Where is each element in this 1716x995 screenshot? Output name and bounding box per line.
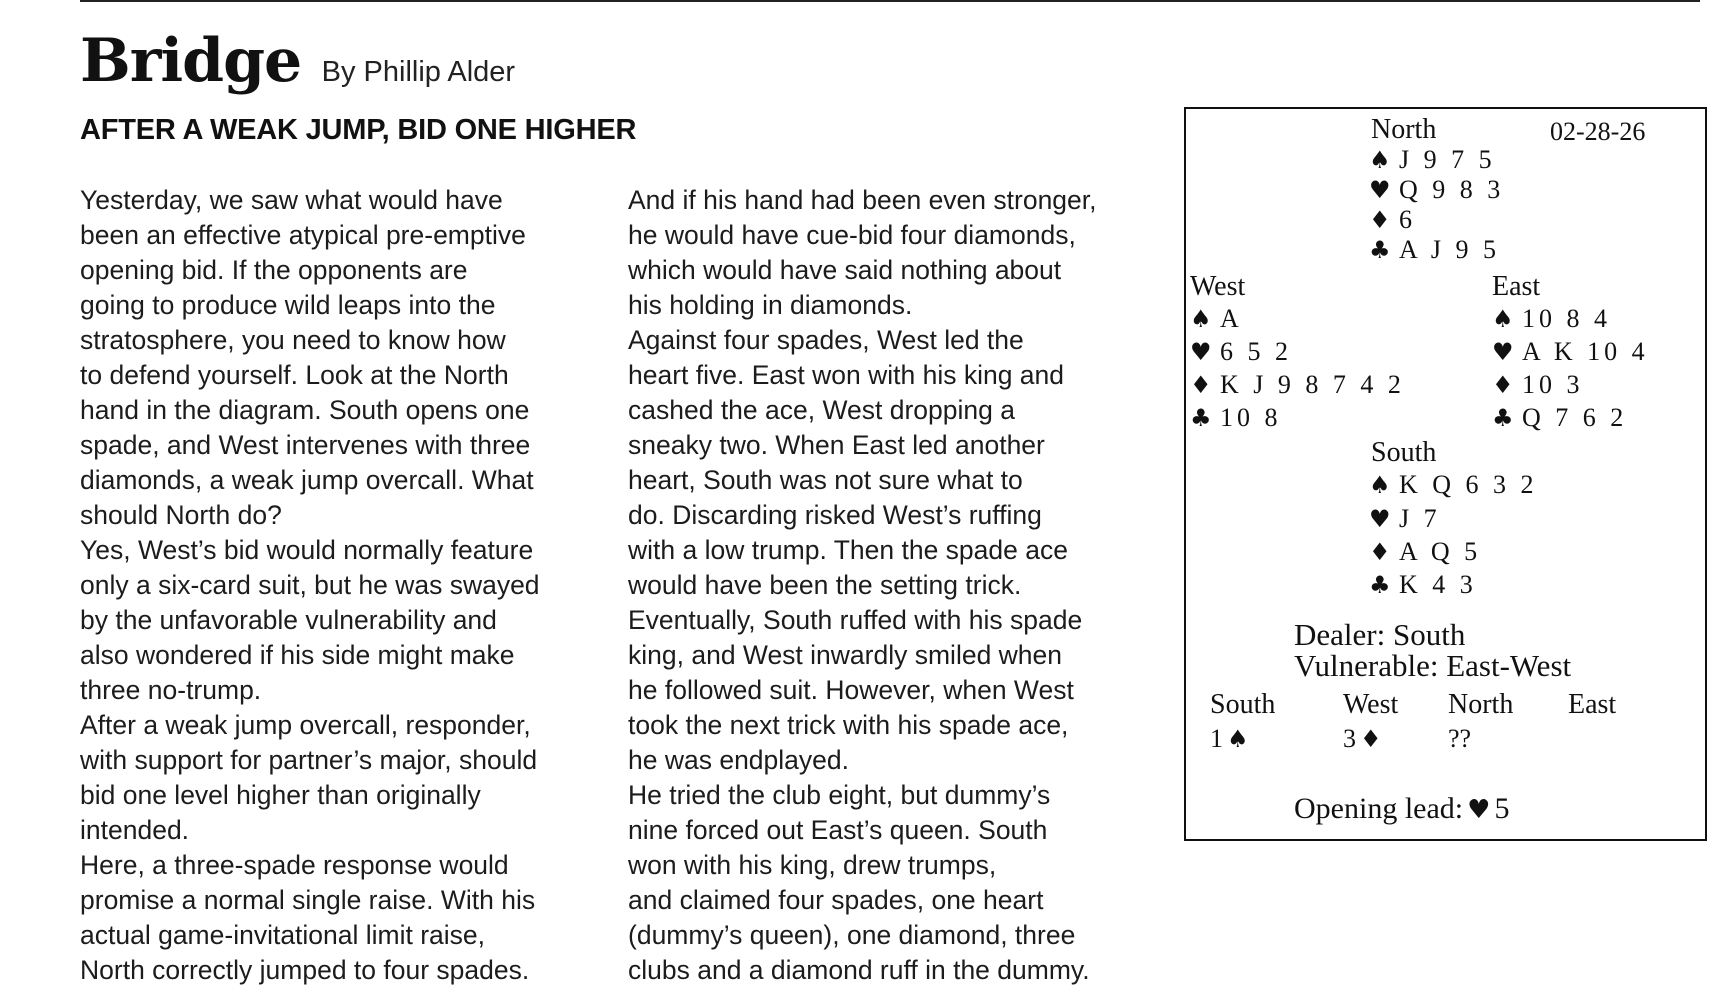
spade-icon: ♠	[1369, 471, 1391, 499]
article-line: sneaky two. When East led another	[628, 430, 1045, 460]
article-line: his holding in diamonds.	[628, 290, 913, 320]
article-column-1	[80, 183, 640, 988]
article-line: took the next trick with his spade ace,	[628, 710, 1069, 740]
west-label: West	[1190, 271, 1246, 302]
bid-west: 3 ♦	[1343, 724, 1382, 753]
spade-icon: ♠	[1190, 305, 1212, 333]
diamond-icon: ♦	[1190, 371, 1212, 399]
east-label: East	[1492, 271, 1541, 302]
heart-icon: ♥	[1369, 505, 1391, 533]
south-clubs: ♣ K 4 3	[1369, 570, 1477, 599]
article-line: only a six-card suit, but he was swayed	[80, 570, 540, 600]
heart-icon: ♥	[1492, 338, 1514, 366]
west-clubs: ♣ 10 8	[1190, 403, 1282, 432]
vulnerable: Vulnerable: East-West	[1294, 648, 1572, 683]
article-line: and claimed four spades, one heart	[628, 885, 1044, 915]
article-line: Against four spades, West led the	[628, 325, 1024, 355]
article-line: heart five. East won with his king and	[628, 360, 1065, 390]
opening-lead: Opening lead: ♥ 5	[1294, 792, 1510, 825]
heart-icon: ♥	[1467, 795, 1491, 825]
article-line: won with his king, drew trumps,	[628, 850, 997, 880]
article-line: cashed the ace, West dropping a	[628, 395, 1015, 425]
bidding-header-north: North	[1448, 689, 1514, 720]
article-line: he was endplayed.	[628, 745, 849, 775]
spade-icon: ♠	[1227, 725, 1249, 753]
east-spades: ♠ 10 8 4	[1492, 304, 1611, 333]
bidding-header-west: West	[1343, 689, 1399, 720]
south-diamonds: ♦ A Q 5	[1369, 537, 1482, 566]
bridge-diagram	[1184, 107, 1707, 841]
spade-icon: ♠	[1369, 146, 1391, 174]
article-line: Yes, West’s bid would normally feature	[80, 535, 534, 565]
article-line: do. Discarding risked West’s ruffing	[628, 500, 1042, 530]
spade-icon: ♠	[1492, 305, 1514, 333]
east-hearts: ♥ A K 10 4	[1492, 337, 1649, 366]
north-spades: ♠ J 9 7 5	[1369, 145, 1496, 174]
north-hearts: ♥ Q 9 8 3	[1369, 175, 1505, 204]
article-line: intended.	[80, 815, 190, 845]
article-line: nine forced out East’s queen. South	[628, 815, 1048, 845]
bid-north: ??	[1448, 724, 1472, 753]
article-line: been an effective atypical pre-emptive	[80, 220, 526, 250]
south-spades: ♠ K Q 6 3 2	[1369, 470, 1538, 499]
bidding-header-south: South	[1210, 689, 1276, 720]
article-line: going to produce wild leaps into the	[80, 290, 496, 320]
article-line: Here, a three-spade response would	[80, 850, 509, 880]
east-diamonds: ♦ 10 3	[1492, 370, 1584, 399]
article-line: heart, South was not sure what to	[628, 465, 1023, 495]
heart-icon: ♥	[1369, 176, 1391, 204]
diagram-date: 02-28-26	[1550, 117, 1646, 146]
article-line: to defend yourself. Look at the North	[80, 360, 509, 390]
article-line: diamonds, a weak jump overcall. What	[80, 465, 534, 495]
article-line: with support for partner’s major, should	[80, 745, 538, 775]
west-spades: ♠ A	[1190, 304, 1243, 333]
column-title: Bridge	[80, 26, 302, 96]
diamond-icon: ♦	[1369, 538, 1391, 566]
headline: AFTER A WEAK JUMP, BID ONE HIGHER	[80, 114, 637, 146]
article-line: with a low trump. Then the spade ace	[628, 535, 1068, 565]
north-clubs: ♣ A J 9 5	[1369, 235, 1500, 264]
article-line: by the unfavorable vulnerability and	[80, 605, 497, 635]
article-line: opening bid. If the opponents are	[80, 255, 468, 285]
article-line: three no-trump.	[80, 675, 262, 705]
masthead	[80, 26, 515, 96]
bidding-header-east: East	[1568, 689, 1617, 720]
top-rule	[80, 0, 1700, 2]
article-column-2	[628, 183, 1188, 988]
article-line: bid one level higher than originally	[80, 780, 481, 810]
article-line: he followed suit. However, when West	[628, 675, 1074, 705]
article-line: promise a normal single raise. With his	[80, 885, 536, 915]
article-line: And if his hand had been even stronger,	[628, 185, 1097, 215]
club-icon: ♣	[1492, 404, 1514, 432]
east-clubs: ♣ Q 7 6 2	[1492, 403, 1628, 432]
article-line: should North do?	[80, 500, 282, 530]
article-line: spade, and West intervenes with three	[80, 430, 531, 460]
west-diamonds: ♦ K J 9 8 7 4 2	[1190, 370, 1405, 399]
article-line: He tried the club eight, but dummy’s	[628, 780, 1051, 810]
dealer: Dealer: South	[1294, 617, 1466, 652]
heart-icon: ♥	[1190, 338, 1212, 366]
article-line: actual game-invitational limit raise,	[80, 920, 486, 950]
article-line: Eventually, South ruffed with his spade	[628, 605, 1083, 635]
south-hearts: ♥ J 7	[1369, 504, 1441, 533]
article-line: he would have cue-bid four diamonds,	[628, 220, 1076, 250]
south-label: South	[1371, 437, 1437, 468]
diamond-icon: ♦	[1492, 371, 1514, 399]
article-line: clubs and a diamond ruff in the dummy.	[628, 955, 1090, 985]
byline: By Phillip Alder	[321, 56, 516, 88]
club-icon: ♣	[1190, 404, 1212, 432]
north-label: North	[1371, 114, 1437, 145]
north-diamonds: ♦ 6	[1369, 205, 1416, 234]
article-line: North correctly jumped to four spades.	[80, 955, 530, 985]
article-line: would have been the setting trick.	[628, 570, 1022, 600]
club-icon: ♣	[1369, 571, 1391, 599]
article-line: which would have said nothing about	[628, 255, 1062, 285]
club-icon: ♣	[1369, 236, 1391, 264]
article-line: also wondered if his side might make	[80, 640, 515, 670]
article-line: stratosphere, you need to know how	[80, 325, 506, 355]
article-line: After a weak jump overcall, responder,	[80, 710, 531, 740]
diamond-icon: ♦	[1369, 206, 1391, 234]
article-line: hand in the diagram. South opens one	[80, 395, 530, 425]
article-line: king, and West inwardly smiled when	[628, 640, 1063, 670]
article-line: (dummy’s queen), one diamond, three	[628, 920, 1076, 950]
bid-south: 1 ♠	[1210, 724, 1249, 753]
diamond-icon: ♦	[1360, 725, 1382, 753]
article-line: Yesterday, we saw what would have	[80, 185, 503, 215]
west-hearts: ♥ 6 5 2	[1190, 337, 1292, 366]
